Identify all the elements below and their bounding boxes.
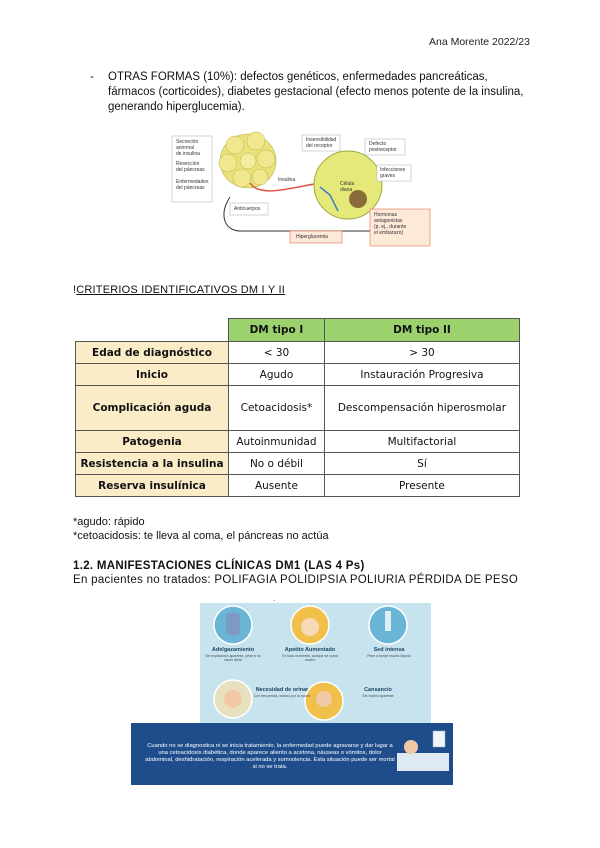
label-line: Defecto <box>369 141 387 147</box>
label-anticuerpos: Anticuerpos <box>234 206 261 212</box>
sub-apetito: En todo momento, aunque se coma mucho <box>282 654 338 662</box>
cell-dm2: > 30 <box>324 342 519 364</box>
label-line: del páncreas <box>176 167 205 173</box>
criteria-mark: ! <box>73 284 77 296</box>
table-header-row <box>76 319 520 342</box>
note-agudo: *agudo: rápido <box>73 516 145 528</box>
table-row <box>76 475 520 497</box>
sub-cansancio: Sin motivo aparente <box>362 694 394 698</box>
label-line: el embarazo) <box>374 230 404 236</box>
label-line: del receptor <box>306 143 333 149</box>
sub-adelgazamiento: Sin explicación aparente, pese a no hacer dieta <box>205 654 261 662</box>
label-line: de insulina <box>176 151 200 157</box>
label-line: Célula <box>340 181 355 187</box>
label-line: Resección <box>176 161 200 167</box>
cell-dm2: Sí <box>324 453 519 475</box>
criteria-title <box>73 284 285 296</box>
bullet-other-forms <box>92 70 532 115</box>
label-line: (p. ej., durante <box>374 224 407 230</box>
caption-sed: Sed intensa <box>373 647 405 653</box>
criteria-title-text: CRITERIOS IDENTIFICATIVOS DM I Y II <box>76 284 285 296</box>
bullet-text: OTRAS FORMAS (10%): defectos genéticos, enfermedades pancreáticas, fármacos (corticoides), diabetes gestacional (efecto menos potente de la insulina, generando hiperglucemia). <box>108 71 524 113</box>
dm-comparison-table <box>75 318 520 497</box>
header-dm1: DM tipo I <box>229 319 325 342</box>
table-row <box>76 386 520 431</box>
label-line: graves <box>380 173 396 179</box>
table-row <box>76 364 520 386</box>
cell-dm1: < 30 <box>229 342 325 364</box>
label-line: Infecciones <box>380 167 406 173</box>
label-celula <box>340 181 354 193</box>
section-title: 1.2. MANIFESTACIONES CLÍNICAS DM1 (LAS 4 Ps) <box>73 560 365 572</box>
label-line: Insensibilidad <box>306 137 337 143</box>
banner-text: Cuando no se diagnostica ni se inicia tratamiento, la enfermedad puede agravarse y dar lugar a una cetoacidosis diabética, donde aparece aliento a acetona, náuseas o vómitos, dolor abdominal, deshidratación, respiración acelerada y somnolencia. Esta situación puede ser mortal si no se trata. <box>145 743 395 770</box>
label-line: postreceptor <box>369 147 397 153</box>
label-hormonas <box>374 212 406 236</box>
table-row <box>76 431 520 453</box>
label-infecciones <box>380 167 405 179</box>
pancreas-illustration <box>219 132 276 188</box>
pathophysiology-figure <box>170 123 438 250</box>
cell-dm1: Cetoacidosis* <box>229 386 325 431</box>
symptom-icons <box>200 603 431 726</box>
label-line: antagonistas <box>374 218 403 224</box>
ketoacidosis-banner <box>131 723 453 785</box>
row-label: Complicación aguda <box>76 386 229 431</box>
row-label: Resistencia a la insulina <box>76 453 229 475</box>
cell-dm1: Ausente <box>229 475 325 497</box>
cell-dm1: Agudo <box>229 364 325 386</box>
cell-dm2: Multifactorial <box>324 431 519 453</box>
section-line: En pacientes no tratados: POLIFAGIA POLIDIPSIA POLIURIA PÉRDIDA DE PESO <box>73 574 519 586</box>
label-line: Enfermedades <box>176 179 209 185</box>
cell-dm2: Instauración Progresiva <box>324 364 519 386</box>
table-row <box>76 342 520 364</box>
label-insulina: Insulina <box>278 177 296 183</box>
row-label: Inicio <box>76 364 229 386</box>
caption-orinar: Necesidad de orinar <box>255 687 309 693</box>
caption-adelgazamiento: Adelgazamiento <box>211 647 255 653</box>
table-row <box>76 453 520 475</box>
table-corner <box>76 319 229 342</box>
author-header: Ana Morente 2022/23 <box>429 36 530 48</box>
label-line: Secreción <box>176 139 199 145</box>
label-line: del páncreas <box>176 185 205 191</box>
cell-dm2: Descompensación hiperosmolar <box>324 386 519 431</box>
label-line: anormal <box>176 145 195 151</box>
label-line: diana <box>340 187 353 193</box>
hospital-bed-icon <box>393 723 453 785</box>
cell-dm1: Autoinmunidad <box>229 431 325 453</box>
stray-dot: . <box>273 594 276 603</box>
symptoms-infographic <box>200 603 431 726</box>
label-hiperglucemia: Hiperglucemia <box>296 234 328 240</box>
label-line: Hormonas <box>374 212 398 218</box>
header-dm2: DM tipo II <box>324 319 519 342</box>
row-label: Edad de diagnóstico <box>76 342 229 364</box>
cell-dm1: No o débil <box>229 453 325 475</box>
label-secrecion <box>176 139 200 157</box>
caption-cansancio: Cansancio <box>364 687 392 693</box>
label-reseccion <box>176 161 205 173</box>
bullet-dash: - <box>90 71 94 83</box>
note-cetoacidosis: *cetoacidosis: te lleva al coma, el páncreas no actúa <box>73 530 329 542</box>
row-label: Reserva insulínica <box>76 475 229 497</box>
label-enfermedades <box>176 179 209 191</box>
sub-orinar: Con frecuencia, incluso por la noche <box>253 694 311 698</box>
label-defecto <box>369 141 397 153</box>
label-insensibilidad <box>306 137 336 149</box>
sub-sed: Pese a tomar mucho líquido <box>367 654 411 658</box>
caption-apetito: Apetito Aumentado <box>284 647 336 653</box>
row-label: Patogenia <box>76 431 229 453</box>
cell-dm2: Presente <box>324 475 519 497</box>
